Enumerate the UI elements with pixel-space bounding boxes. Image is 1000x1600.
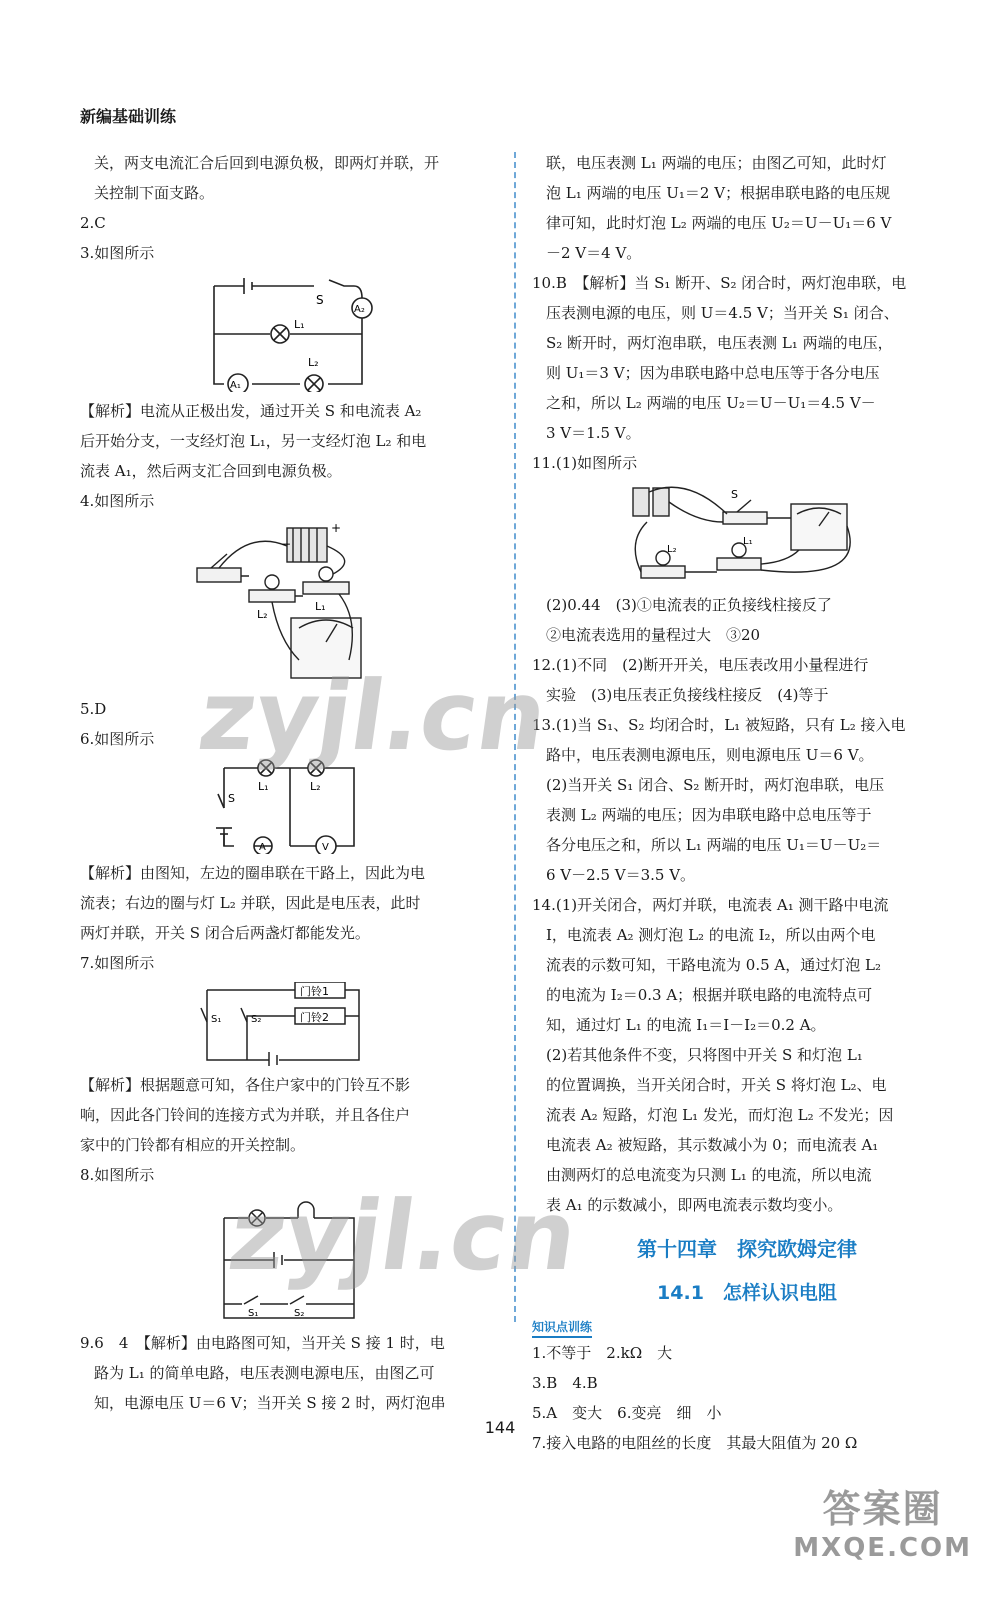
answer-9: 9.6 4 【解析】由电路图可知，当开关 S 接 1 时，电 [80, 1334, 445, 1352]
label-v: V [322, 842, 329, 853]
answer-5: 5.D [80, 700, 107, 718]
answer-11: ②电流表选用的量程过大 ③20 [546, 626, 761, 644]
answer-line: 5.A 变大 6.变亮 细 小 [532, 1404, 722, 1422]
physical-circuit-11 [627, 482, 867, 586]
label-plus: + [331, 521, 342, 535]
answer-14: 的位置调换，当开关闭合时，开关 S 将灯泡 L₂、电 [546, 1076, 887, 1094]
answer-13: 路中，电压表测电源电压，则电源电压 U＝6 V。 [546, 746, 874, 764]
circuit-diagram-3 [204, 272, 374, 392]
label-a2: A₂ [354, 304, 365, 315]
label-minus: − [281, 537, 292, 551]
page-header: 新编基础训练 [80, 107, 177, 126]
answer-7: 7.如图所示 [80, 954, 155, 972]
answer-14: 由测两灯的总电流变为只测 L₁ 的电流，所以电流 [546, 1166, 872, 1184]
answer-11: 11.(1)如图所示 [532, 454, 638, 472]
logo-bottom: MXQE.COM [793, 1533, 972, 1563]
right-column [532, 148, 962, 1458]
answer-2: 2.C [80, 214, 106, 232]
knowledge-tag: 知识点训练 [532, 1318, 592, 1338]
explanation-3: 【解析】电流从正极出发，通过开关 S 和电流表 A₂ [80, 402, 422, 420]
answer-13: (2)当开关 S₁ 闭合、S₂ 断开时，两灯泡串联，电压 [546, 776, 885, 794]
label-s2: S₂ [251, 1014, 262, 1025]
label-l2: L₂ [667, 544, 677, 555]
label-l1: L₁ [315, 600, 326, 613]
answer-14: 电流表 A₂ 被短路，其示数减小为 0；而电流表 A₁ [546, 1136, 879, 1154]
answer-14: 14.(1)开关闭合，两灯并联，电流表 A₁ 测干路中电流 [532, 896, 889, 914]
label-s1: S₁ [248, 1308, 259, 1319]
answer-14: 流表的示数可知，干路电流为 0.5 A，通过灯泡 L₂ [546, 956, 881, 974]
answer-6: 6.如图所示 [80, 730, 155, 748]
logo-top: 答案圈 [822, 1487, 943, 1531]
answer-10: 之和，所以 L₂ 两端的电压 U₂＝U－U₁＝4.5 V－ [546, 394, 876, 412]
page-number: 144 [484, 1418, 516, 1437]
answer-13: 13.(1)当 S₁、S₂ 均闭合时，L₁ 被短路，只有 L₂ 接入电 [532, 716, 906, 734]
answer-9: 路为 L₁ 的简单电路，电压表测电源电压，由图乙可 [94, 1364, 435, 1382]
label-a1: A₁ [230, 380, 241, 391]
answer-line: 1.不等于 2.kΩ 大 [532, 1344, 673, 1362]
answer-14: 表 A₁ 的示数减小，即两电流表示数均变小。 [546, 1196, 843, 1214]
answer-10: 压表测电源的电压，则 U＝4.5 V；当开关 S₁ 闭合、 [546, 304, 899, 322]
text-line: 泡 L₁ 两端的电压 U₁＝2 V；根据串联电路的电压规 [546, 184, 891, 202]
answer-14: I，电流表 A₂ 测灯泡 L₂ 的电流 I₂，所以由两个电 [546, 926, 876, 944]
answer-11: (2)0.44 (3)①电流表的正负接线柱接反了 [546, 596, 832, 614]
explanation-7: 响，因此各门铃间的连接方式为并联，并且各住户 [80, 1106, 411, 1124]
explanation-3: 流表 A₁，然后两支汇合回到电源负极。 [80, 462, 342, 480]
answer-14: 的电流为 I₂＝0.3 A；根据并联电路的电流特点可 [546, 986, 873, 1004]
bell-1: 门铃1 [300, 985, 329, 998]
label-s: S [316, 293, 324, 307]
answer-line: 7.接入电路的电阻丝的长度 其最大阻值为 20 Ω [532, 1434, 858, 1452]
text-line: 律可知，此时灯泡 L₂ 两端的电压 U₂＝U－U₁＝6 V [546, 214, 892, 232]
answer-14: (2)若其他条件不变，只将图中开关 S 和灯泡 L₁ [546, 1046, 863, 1064]
explanation-6: 流表；右边的圈与灯 L₂ 并联，因此是电压表，此时 [80, 894, 421, 912]
circuit-diagram-6 [214, 758, 364, 854]
answer-13: 表测 L₂ 两端的电压；因为串联电路中总电压等于 [546, 806, 872, 824]
explanation-6: 【解析】由图知，左边的圈串联在干路上，因此为电 [80, 864, 426, 882]
label-l1: L₁ [294, 318, 305, 331]
answer-13: 6 V－2.5 V＝3.5 V。 [546, 866, 696, 884]
watermark: zyjl.cn [222, 1180, 584, 1292]
answer-13: 各分电压之和，所以 L₁ 两端的电压 U₁＝U－U₂＝ [546, 836, 882, 854]
answer-9: 知，电源电压 U＝6 V；当开关 S 接 2 时，两灯泡串 [94, 1394, 446, 1412]
label-l1: L₁ [258, 780, 269, 793]
answer-8: 8.如图所示 [80, 1166, 155, 1184]
bell-2: 门铃2 [300, 1011, 329, 1024]
text-line: 关，两支电流汇合后回到电源负极，即两灯并联，开 [94, 154, 440, 172]
watermark: zyjl.cn [192, 660, 554, 772]
text-line: 联，电压表测 L₁ 两端的电压；由图乙可知，此时灯 [546, 154, 887, 172]
label-l2: L₂ [310, 780, 321, 793]
label-s: S [731, 488, 738, 501]
text-line: －2 V＝4 V。 [546, 244, 642, 262]
label-l2: L₂ [257, 608, 268, 621]
circuit-diagram-7 [199, 982, 379, 1066]
answer-4: 4.如图所示 [80, 492, 155, 510]
label-a: A [259, 842, 266, 853]
text-line: 关控制下面支路。 [94, 184, 215, 202]
label-s1: S₁ [211, 1014, 222, 1025]
answer-14: 知，通过灯 L₁ 的电流 I₁＝I－I₂＝0.2 A。 [546, 1016, 826, 1034]
answer-10: S₂ 断开时，两灯泡串联，电压表测 L₁ 两端的电压， [546, 334, 893, 352]
answer-3: 3.如图所示 [80, 244, 155, 262]
label-l2: L₂ [308, 356, 319, 369]
answer-line: 3.B 4.B [532, 1374, 598, 1392]
answer-12: 12.(1)不同 (2)断开开关，电压表改用小量程进行 [532, 656, 869, 674]
explanation-6: 两灯并联，开关 S 闭合后两盏灯都能发光。 [80, 924, 370, 942]
label-s: S [228, 792, 235, 805]
explanation-7: 家中的门铃都有相应的开关控制。 [80, 1136, 306, 1154]
answer-12: 实验 (3)电压表正负接线柱接反 (4)等于 [546, 686, 829, 704]
explanation-3: 后开始分支，一支经灯泡 L₁，另一支经灯泡 L₂ 和电 [80, 432, 427, 450]
explanation-7: 【解析】根据题意可知，各住户家中的门铃互不影 [80, 1076, 411, 1094]
site-logo [793, 1478, 972, 1563]
answer-14: 流表 A₂ 短路，灯泡 L₁ 发光，而灯泡 L₂ 不发光；因 [546, 1106, 894, 1124]
answer-10: 3 V＝1.5 V。 [546, 424, 641, 442]
label-s2: S₂ [294, 1308, 305, 1319]
answer-10: 10.B 【解析】当 S₁ 断开、S₂ 闭合时，两灯泡串联，电 [532, 274, 907, 292]
answer-10: 则 U₁＝3 V；因为串联电路中总电压等于各分电压 [546, 364, 880, 382]
section-title: 14.1 怎样认识电阻 [657, 1282, 837, 1304]
label-l1: L₁ [743, 536, 753, 547]
chapter-title: 第十四章 探究欧姆定律 [637, 1237, 857, 1261]
